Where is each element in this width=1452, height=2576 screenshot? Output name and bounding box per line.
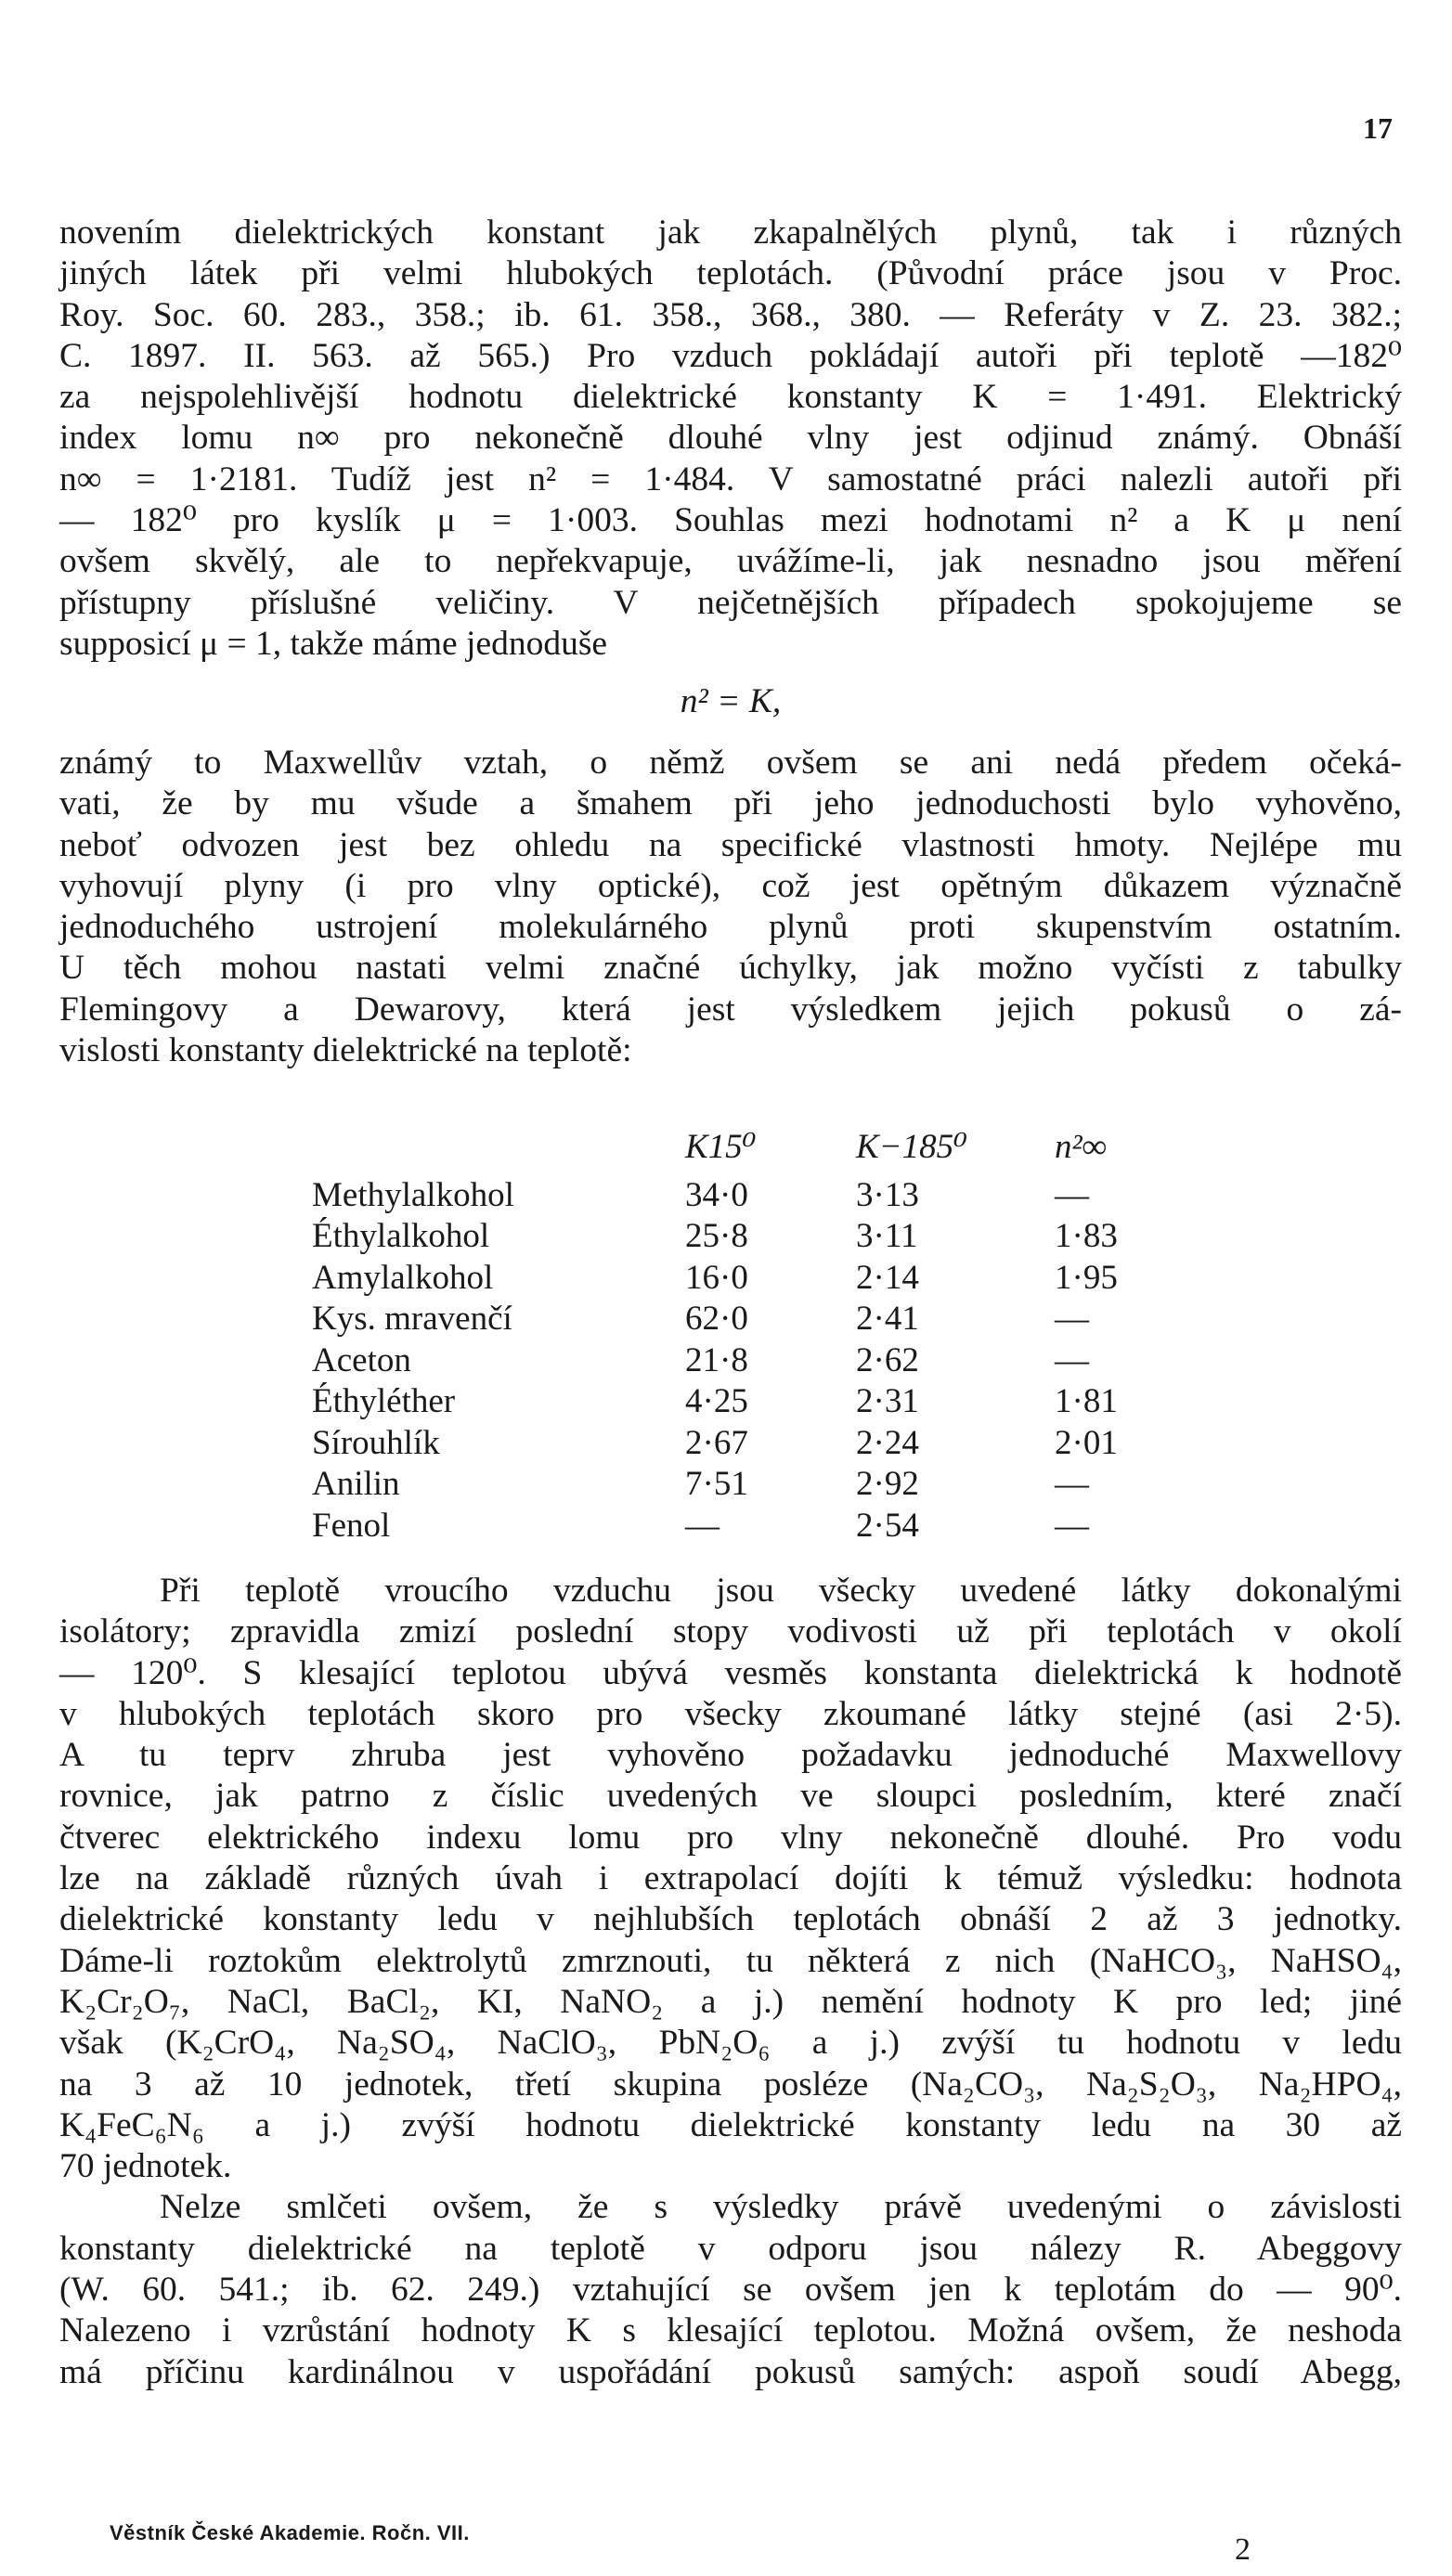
table-cell: 4·25 [685,1382,748,1421]
paragraph-3 [59,1571,1402,2393]
table-cell: 2·31 [856,1382,919,1421]
text-line: A tu teprv zhruba jest vyhověno požadavku jednoduché Maxwellovy [59,1736,1402,1775]
text-line: Dáme-li roztokům elektrolytů zmrznouti, tu některá z nich (NaHCO₃, NaHSO₄, [59,1941,1402,1980]
table-cell: 62·0 [685,1300,748,1339]
text-line: K₄FeC₆N₆ a j.) zvýší hodnotu dielektrické konstanty ledu na 30 až [59,2105,1402,2144]
text-line: 70 jednotek. [59,2147,232,2186]
text-line: Nalezeno i vzrůstání hodnoty K s klesající teplotou. Možná ovšem, že neshoda [59,2311,1402,2350]
table-header-cell: K−185⁰ [856,1128,967,1166]
text-line: isolátory; zpravidla zmizí poslední stopy vodivosti už při teplotách v okolí [59,1612,1402,1651]
text-line: vyhovují plyny (i pro vlny optické), což jest opětným důkazem význačně [59,866,1402,905]
paragraph-1 [59,213,1402,740]
text-line: Nelze smlčeti ovšem, že s výsledky právě uvedenými o závislosti [160,2188,1402,2227]
table-cell: 2·92 [856,1465,919,1504]
table-cell: Fenol [312,1506,391,1545]
journal-footer: Věstník České Akademie. Ročn. VII. [110,2521,470,2544]
table-cell: — [685,1506,720,1545]
text-line: dielektrické konstanty ledu v nejhlubších teplotách obnáší 2 až 3 jednotky. [59,1900,1402,1939]
table-cell: 2·24 [856,1423,919,1462]
dielectric-constant-table [312,1119,1166,1547]
table-cell: — [1055,1300,1089,1339]
text-line: vislosti konstanty dielektrické na teplotě: [59,1031,632,1070]
table-cell: 2·14 [856,1258,919,1297]
text-line: v hlubokých teplotách skoro pro všecky zkoumané látky stejné (asi 2·5). [59,1694,1402,1733]
text-line: lze na základě různých úvah i extrapolací dojíti k témuž výsledku: hodnota [59,1859,1402,1898]
text-line: — 182⁰ pro kyslík μ = 1·003. Souhlas mezi hodnotami n² a K μ není [59,501,1402,540]
table-cell: 21·8 [685,1340,748,1379]
text-line: novením dielektrických konstant jak zkapalnělých plynů, tak i různých [59,214,1402,252]
text-line: Při teplotě vroucího vzduchu jsou všecky uvedené látky dokonalými [160,1572,1402,1610]
table-cell: 1·81 [1055,1382,1118,1421]
equation: n² = K, [680,682,782,721]
table-row [312,1422,1166,1464]
table-cell: 34·0 [685,1175,748,1214]
table-cell: Amylalkohol [312,1258,494,1297]
table-cell: Methylalkohol [312,1175,514,1214]
table-row [312,1299,1166,1340]
text-line: supposicí μ = 1, takže máme jednoduše [59,624,608,663]
table-cell: 3·11 [856,1217,918,1256]
table-cell: 2·54 [856,1506,919,1545]
table-cell: 2·62 [856,1340,919,1379]
paragraph-2 [59,743,1402,1071]
table-cell: Éthylalkohol [312,1217,490,1256]
table-header-row [312,1119,1166,1174]
table-cell: 16·0 [685,1258,748,1297]
table-row [312,1257,1166,1299]
table-row [312,1174,1166,1216]
text-line: n∞ = 1·2181. Tudíž jest n² = 1·484. V samostatné práci nalezli autoři při [59,460,1402,498]
table-cell: Kys. mravenčí [312,1300,512,1339]
text-line: Flemingovy a Dewarovy, která jest výsledkem jejich pokusů o zá- [59,990,1402,1029]
table-cell: — [1055,1465,1089,1504]
text-line: (W. 60. 541.; ib. 62. 249.) vztahující se ovšem jen k teplotám do — 90⁰. [59,2271,1402,2310]
table-row [312,1505,1166,1547]
text-line: K₂Cr₂O₇, NaCl, BaCl₂, KI, NaNO₂ a j.) nemění hodnoty K pro led; jiné [59,1982,1402,2021]
dielectric-table-wrapper [0,1119,1452,1555]
table-header-cell [312,1119,685,1174]
table-cell: 2·67 [685,1423,748,1462]
table-cell: 1·95 [1055,1258,1118,1297]
table-cell: Sírouhlík [312,1423,440,1462]
table-cell: Anilin [312,1465,400,1504]
table-cell: — [1055,1506,1089,1545]
text-line: index lomu n∞ pro nekonečně dlouhé vlny jest odjinud známý. Obnáší [59,419,1402,458]
text-line: U těch mohou nastati velmi značné úchylky, jak možno vyčísti z tabulky [59,949,1402,988]
text-line: však (K₂CrO₄, Na₂SO₄, NaClO₃, PbN₂O₆ a j.) zvýší tu hodnotu v ledu [59,2024,1402,2063]
table-row [312,1216,1166,1258]
table-row [312,1464,1166,1506]
table-row [312,1381,1166,1423]
table-cell: 25·8 [685,1217,748,1256]
printer-signature-mark: 2 [1235,2532,1251,2567]
text-line: Roy. Soc. 60. 283., 358.; ib. 61. 358., 368., 380. — Referáty v Z. 23. 382.; [59,295,1402,334]
text-line: za nejspolehlivější hodnotu dielektrické konstanty K = 1·491. Elektrický [59,378,1402,417]
text-line: známý to Maxwellův vztah, o němž ovšem se ani nedá předem očeká- [59,744,1402,782]
table-cell: 2·01 [1055,1423,1118,1462]
text-line: přístupny příslušné veličiny. V nejčetnějších případech spokojujeme se [59,583,1402,622]
text-line: C. 1897. II. 563. až 565.) Pro vzduch pokládají autoři při teplotě —182⁰ [59,336,1402,375]
text-line: konstanty dielektrické na teplotě v odporu jsou nálezy R. Abeggovy [59,2229,1402,2268]
table-cell: 3·13 [856,1175,919,1214]
table-cell: Éthyléther [312,1382,456,1421]
text-line: rovnice, jak patrno z číslic uvedených ve sloupci posledním, které značí [59,1777,1402,1816]
text-line: neboť odvozen jest bez ohledu na specifické vlastnosti hmoty. Nejlépe mu [59,825,1402,864]
table-cell: — [1055,1340,1089,1379]
table-cell: 1·83 [1055,1217,1118,1256]
text-line: — 120⁰. S klesající teplotou ubývá vesměs konstanta dielektrická k hodnotě [59,1653,1402,1692]
text-line: na 3 až 10 jednotek, třetí skupina posléze (Na₂CO₃, Na₂S₂O₃, Na₂HPO₄, [59,2065,1402,2104]
table-header-cell: n²∞ [1055,1127,1107,1166]
page-number: 17 [1363,111,1393,145]
table-header-cell: K15⁰ [685,1128,757,1166]
text-line: ovšem skvělý, ale to nepřekvapuje, uvážíme-li, jak nesnadno jsou měření [59,542,1402,581]
text-line: jiných látek při velmi hlubokých teplotách. (Původní práce jsou v Proc. [59,254,1402,293]
table-cell: Aceton [312,1340,411,1379]
text-line: jednoduchého ustrojení molekulárného plynů proti skupenstvím ostatním. [59,908,1402,947]
table-cell: 2·41 [856,1300,919,1339]
table-row [312,1340,1166,1381]
text-line: vati, že by mu všude a šmahem při jeho jednoduchosti bylo vyhověno, [59,784,1402,823]
text-line: čtverec elektrického indexu lomu pro vlny nekonečně dlouhé. Pro vodu [59,1818,1402,1857]
table-cell: 7·51 [685,1465,748,1504]
table-cell: — [1055,1175,1089,1214]
text-line: má příčinu kardinálnou v uspořádání pokusů samých: aspoň soudí Abegg, [59,2352,1402,2391]
